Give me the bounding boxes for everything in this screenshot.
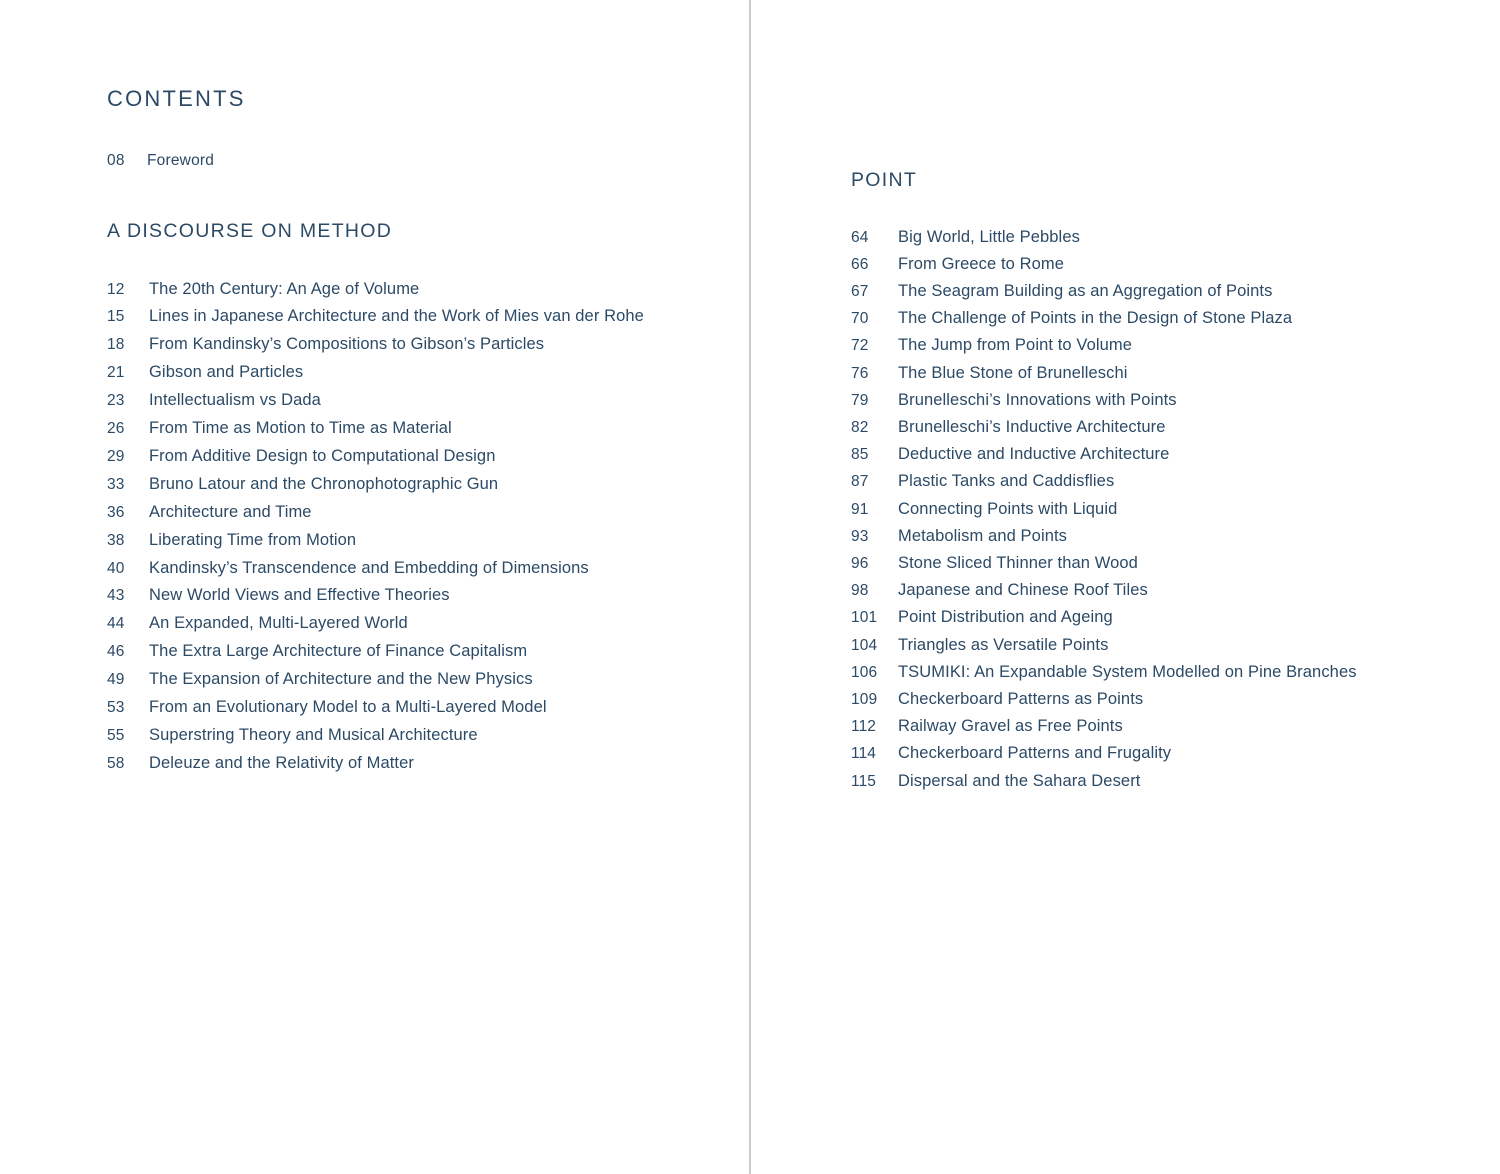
entry-title: Architecture and Time — [149, 502, 312, 521]
entry-page-number: 114 — [851, 745, 877, 763]
toc-entry — [107, 555, 709, 583]
entry-page-number: 12 — [107, 280, 125, 298]
toc-entry — [851, 686, 1460, 713]
toc-entry-foreword — [107, 152, 709, 170]
toc-entry — [107, 582, 709, 610]
section-heading-discourse-on-method: A DISCOURSE ON METHOD — [107, 220, 393, 242]
entry-title: TSUMIKI: An Expandable System Modelled on Pine Branches — [898, 662, 1357, 681]
entry-page-number: 43 — [107, 587, 125, 605]
left-page — [0, 0, 749, 1174]
entry-page-number: 76 — [851, 364, 869, 382]
toc-entry — [851, 550, 1460, 577]
entry-title: Railway Gravel as Free Points — [898, 717, 1123, 736]
entry-title: Stone Sliced Thinner than Wood — [898, 553, 1138, 572]
toc-entry — [851, 224, 1460, 251]
entry-title: Connecting Points with Liquid — [898, 499, 1118, 518]
entry-title: Checkerboard Patterns as Points — [898, 689, 1144, 708]
entry-title: The Expansion of Architecture and the New Physics — [149, 670, 533, 689]
entry-title: Deleuze and the Relativity of Matter — [149, 753, 414, 772]
toc-list-point — [851, 224, 1460, 795]
toc-entry — [107, 276, 709, 304]
toc-entry — [851, 387, 1460, 414]
toc-entry — [851, 360, 1460, 387]
toc-entry — [107, 666, 709, 694]
entry-page-number: 70 — [851, 310, 869, 328]
entry-page-number: 46 — [107, 643, 125, 661]
entry-page-number: 91 — [851, 500, 869, 518]
entry-page-number: 82 — [851, 418, 869, 436]
entry-page-number: 38 — [107, 531, 125, 549]
toc-entry — [107, 638, 709, 666]
entry-page-number: 96 — [851, 554, 869, 572]
toc-entry — [851, 441, 1460, 468]
entry-page-number: 23 — [107, 392, 125, 410]
entry-title: Point Distribution and Ageing — [898, 608, 1113, 627]
entry-title: Triangles as Versatile Points — [898, 635, 1109, 654]
entry-title: The 20th Century: An Age of Volume — [149, 279, 420, 298]
entry-title: The Extra Large Architecture of Finance Capitalism — [149, 642, 528, 661]
entry-title: From Time as Motion to Time as Material — [149, 419, 452, 438]
foreword-page-number: 08 — [107, 152, 125, 169]
toc-entry — [851, 414, 1460, 441]
entry-title: Liberating Time from Motion — [149, 530, 357, 549]
toc-entry — [107, 499, 709, 527]
entry-title: Lines in Japanese Architecture and the Work of Mies van der Rohe — [149, 307, 644, 326]
entry-page-number: 36 — [107, 503, 125, 521]
entry-title: From an Evolutionary Model to a Multi-Layered Model — [149, 698, 547, 717]
entry-title: Kandinsky’s Transcendence and Embedding of Dimensions — [149, 558, 589, 577]
entry-page-number: 66 — [851, 255, 869, 273]
entry-title: Brunelleschi’s Inductive Architecture — [898, 417, 1166, 436]
entry-page-number: 64 — [851, 228, 869, 246]
toc-entry — [107, 694, 709, 722]
page-title: CONTENTS — [107, 86, 246, 111]
entry-title: Brunelleschi’s Innovations with Points — [898, 390, 1177, 409]
toc-entry — [107, 303, 709, 331]
toc-entry — [851, 768, 1460, 795]
toc-entry — [851, 577, 1460, 604]
toc-entry — [107, 722, 709, 750]
toc-entry — [851, 632, 1460, 659]
entry-title: Bruno Latour and the Chronophotographic Gun — [149, 474, 499, 493]
right-page — [751, 0, 1500, 1174]
toc-entry — [851, 604, 1460, 631]
entry-page-number: 67 — [851, 282, 869, 300]
toc-entry — [851, 305, 1460, 332]
entry-page-number: 33 — [107, 475, 125, 493]
entry-title: From Additive Design to Computational Design — [149, 446, 496, 465]
toc-entry — [851, 740, 1460, 767]
entry-page-number: 29 — [107, 447, 125, 465]
entry-title: From Kandinsky’s Compositions to Gibson’s Particles — [149, 335, 545, 354]
toc-entry — [107, 387, 709, 415]
toc-entry — [107, 610, 709, 638]
entry-title: The Jump from Point to Volume — [898, 336, 1133, 355]
toc-list-discourse-on-method — [107, 276, 709, 778]
toc-entry — [107, 471, 709, 499]
entry-page-number: 49 — [107, 671, 125, 689]
entry-page-number: 85 — [851, 446, 869, 464]
entry-title: Intellectualism vs Dada — [149, 391, 321, 410]
toc-entry — [851, 332, 1460, 359]
toc-entry — [107, 527, 709, 555]
entry-title: Gibson and Particles — [149, 363, 304, 382]
entry-page-number: 87 — [851, 473, 869, 491]
entry-page-number: 26 — [107, 420, 125, 438]
entry-page-number: 98 — [851, 582, 869, 600]
entry-title: From Greece to Rome — [898, 254, 1065, 273]
entry-page-number: 106 — [851, 663, 878, 681]
toc-entry — [851, 278, 1460, 305]
left-page-content — [0, 0, 749, 778]
right-page-content — [751, 0, 1500, 795]
foreword-label: Foreword — [147, 152, 215, 169]
toc-entry — [851, 468, 1460, 495]
entry-page-number: 44 — [107, 615, 125, 633]
entry-title: The Challenge of Points in the Design of Stone Plaza — [898, 309, 1293, 328]
entry-page-number: 79 — [851, 391, 869, 409]
entry-title: Checkerboard Patterns and Frugality — [898, 744, 1172, 763]
entry-title: Plastic Tanks and Caddisflies — [898, 472, 1115, 491]
entry-page-number: 40 — [107, 559, 125, 577]
toc-entry — [851, 713, 1460, 740]
entry-page-number: 101 — [851, 609, 878, 627]
entry-page-number: 15 — [107, 308, 125, 326]
entry-title: The Blue Stone of Brunelleschi — [898, 363, 1128, 382]
toc-entry — [851, 659, 1460, 686]
entry-page-number: 53 — [107, 699, 125, 717]
entry-title: Metabolism and Points — [898, 526, 1068, 545]
entry-page-number: 72 — [851, 337, 869, 355]
toc-entry — [107, 359, 709, 387]
entry-page-number: 55 — [107, 727, 125, 744]
entry-page-number: 112 — [851, 718, 877, 736]
entry-title: Big World, Little Pebbles — [898, 227, 1080, 246]
section-heading-point: POINT — [851, 169, 918, 191]
toc-entry — [851, 251, 1460, 278]
entry-page-number: 58 — [107, 754, 125, 772]
toc-entry — [851, 496, 1460, 523]
entry-title: The Seagram Building as an Aggregation of Points — [898, 281, 1273, 300]
entry-title: Superstring Theory and Musical Architecture — [149, 726, 478, 744]
toc-entry — [107, 415, 709, 443]
entry-page-number: 93 — [851, 527, 869, 545]
entry-page-number: 109 — [851, 690, 878, 708]
toc-entry — [851, 523, 1460, 550]
entry-page-number: 115 — [851, 772, 877, 790]
entry-page-number: 18 — [107, 336, 125, 354]
entry-page-number: 21 — [107, 364, 125, 382]
entry-page-number: 104 — [851, 636, 878, 654]
entry-title: Japanese and Chinese Roof Tiles — [898, 581, 1148, 600]
toc-entry — [107, 443, 709, 471]
toc-entry — [107, 331, 709, 359]
entry-title: Deductive and Inductive Architecture — [898, 445, 1170, 464]
entry-title: New World Views and Effective Theories — [149, 586, 450, 605]
entry-title: An Expanded, Multi-Layered World — [149, 614, 408, 633]
entry-title: Dispersal and the Sahara Desert — [898, 771, 1141, 790]
toc-entry — [107, 750, 709, 778]
